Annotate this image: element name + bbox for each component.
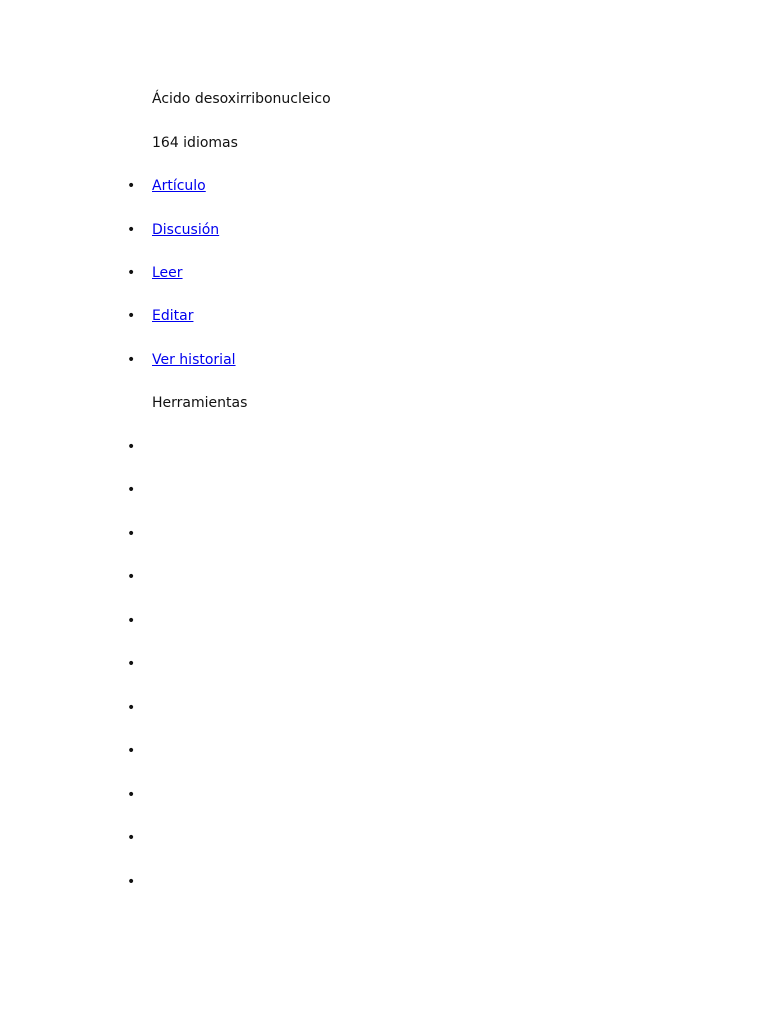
- tools-list-item: [127, 567, 135, 587]
- tools-list-item: [127, 480, 135, 500]
- tools-list-item: [127, 437, 135, 457]
- tools-list-item: [127, 785, 135, 805]
- tools-list-item: [127, 872, 135, 892]
- nav-item-read: [152, 263, 183, 283]
- tools-list-item: [127, 741, 135, 761]
- tab-read[interactable]: Leer: [152, 265, 183, 281]
- tab-edit[interactable]: Editar: [152, 308, 194, 324]
- language-count[interactable]: 164 idiomas: [152, 135, 238, 151]
- tab-discussion[interactable]: Discusión: [152, 222, 220, 238]
- nav-item-article: [152, 176, 206, 196]
- tools-heading[interactable]: Herramientas: [152, 395, 248, 411]
- nav-item-edit: [152, 306, 193, 326]
- list-bullet: [127, 306, 135, 326]
- tools-list-item: [127, 611, 135, 631]
- tab-article[interactable]: Artículo: [152, 178, 206, 194]
- tools-list-item: [127, 698, 135, 718]
- nav-item-history: [152, 350, 236, 370]
- list-bullet: [127, 263, 135, 283]
- nav-item-discussion: [152, 220, 219, 240]
- list-bullet: [127, 350, 135, 370]
- tab-view-history[interactable]: Ver historial: [152, 352, 236, 368]
- tools-list-item: [127, 524, 135, 544]
- page-title: Ácido desoxirribonucleico: [152, 91, 331, 107]
- tools-list-item: [127, 828, 135, 848]
- list-bullet: [127, 220, 135, 240]
- list-bullet: [127, 176, 135, 196]
- tools-list-item: [127, 654, 135, 674]
